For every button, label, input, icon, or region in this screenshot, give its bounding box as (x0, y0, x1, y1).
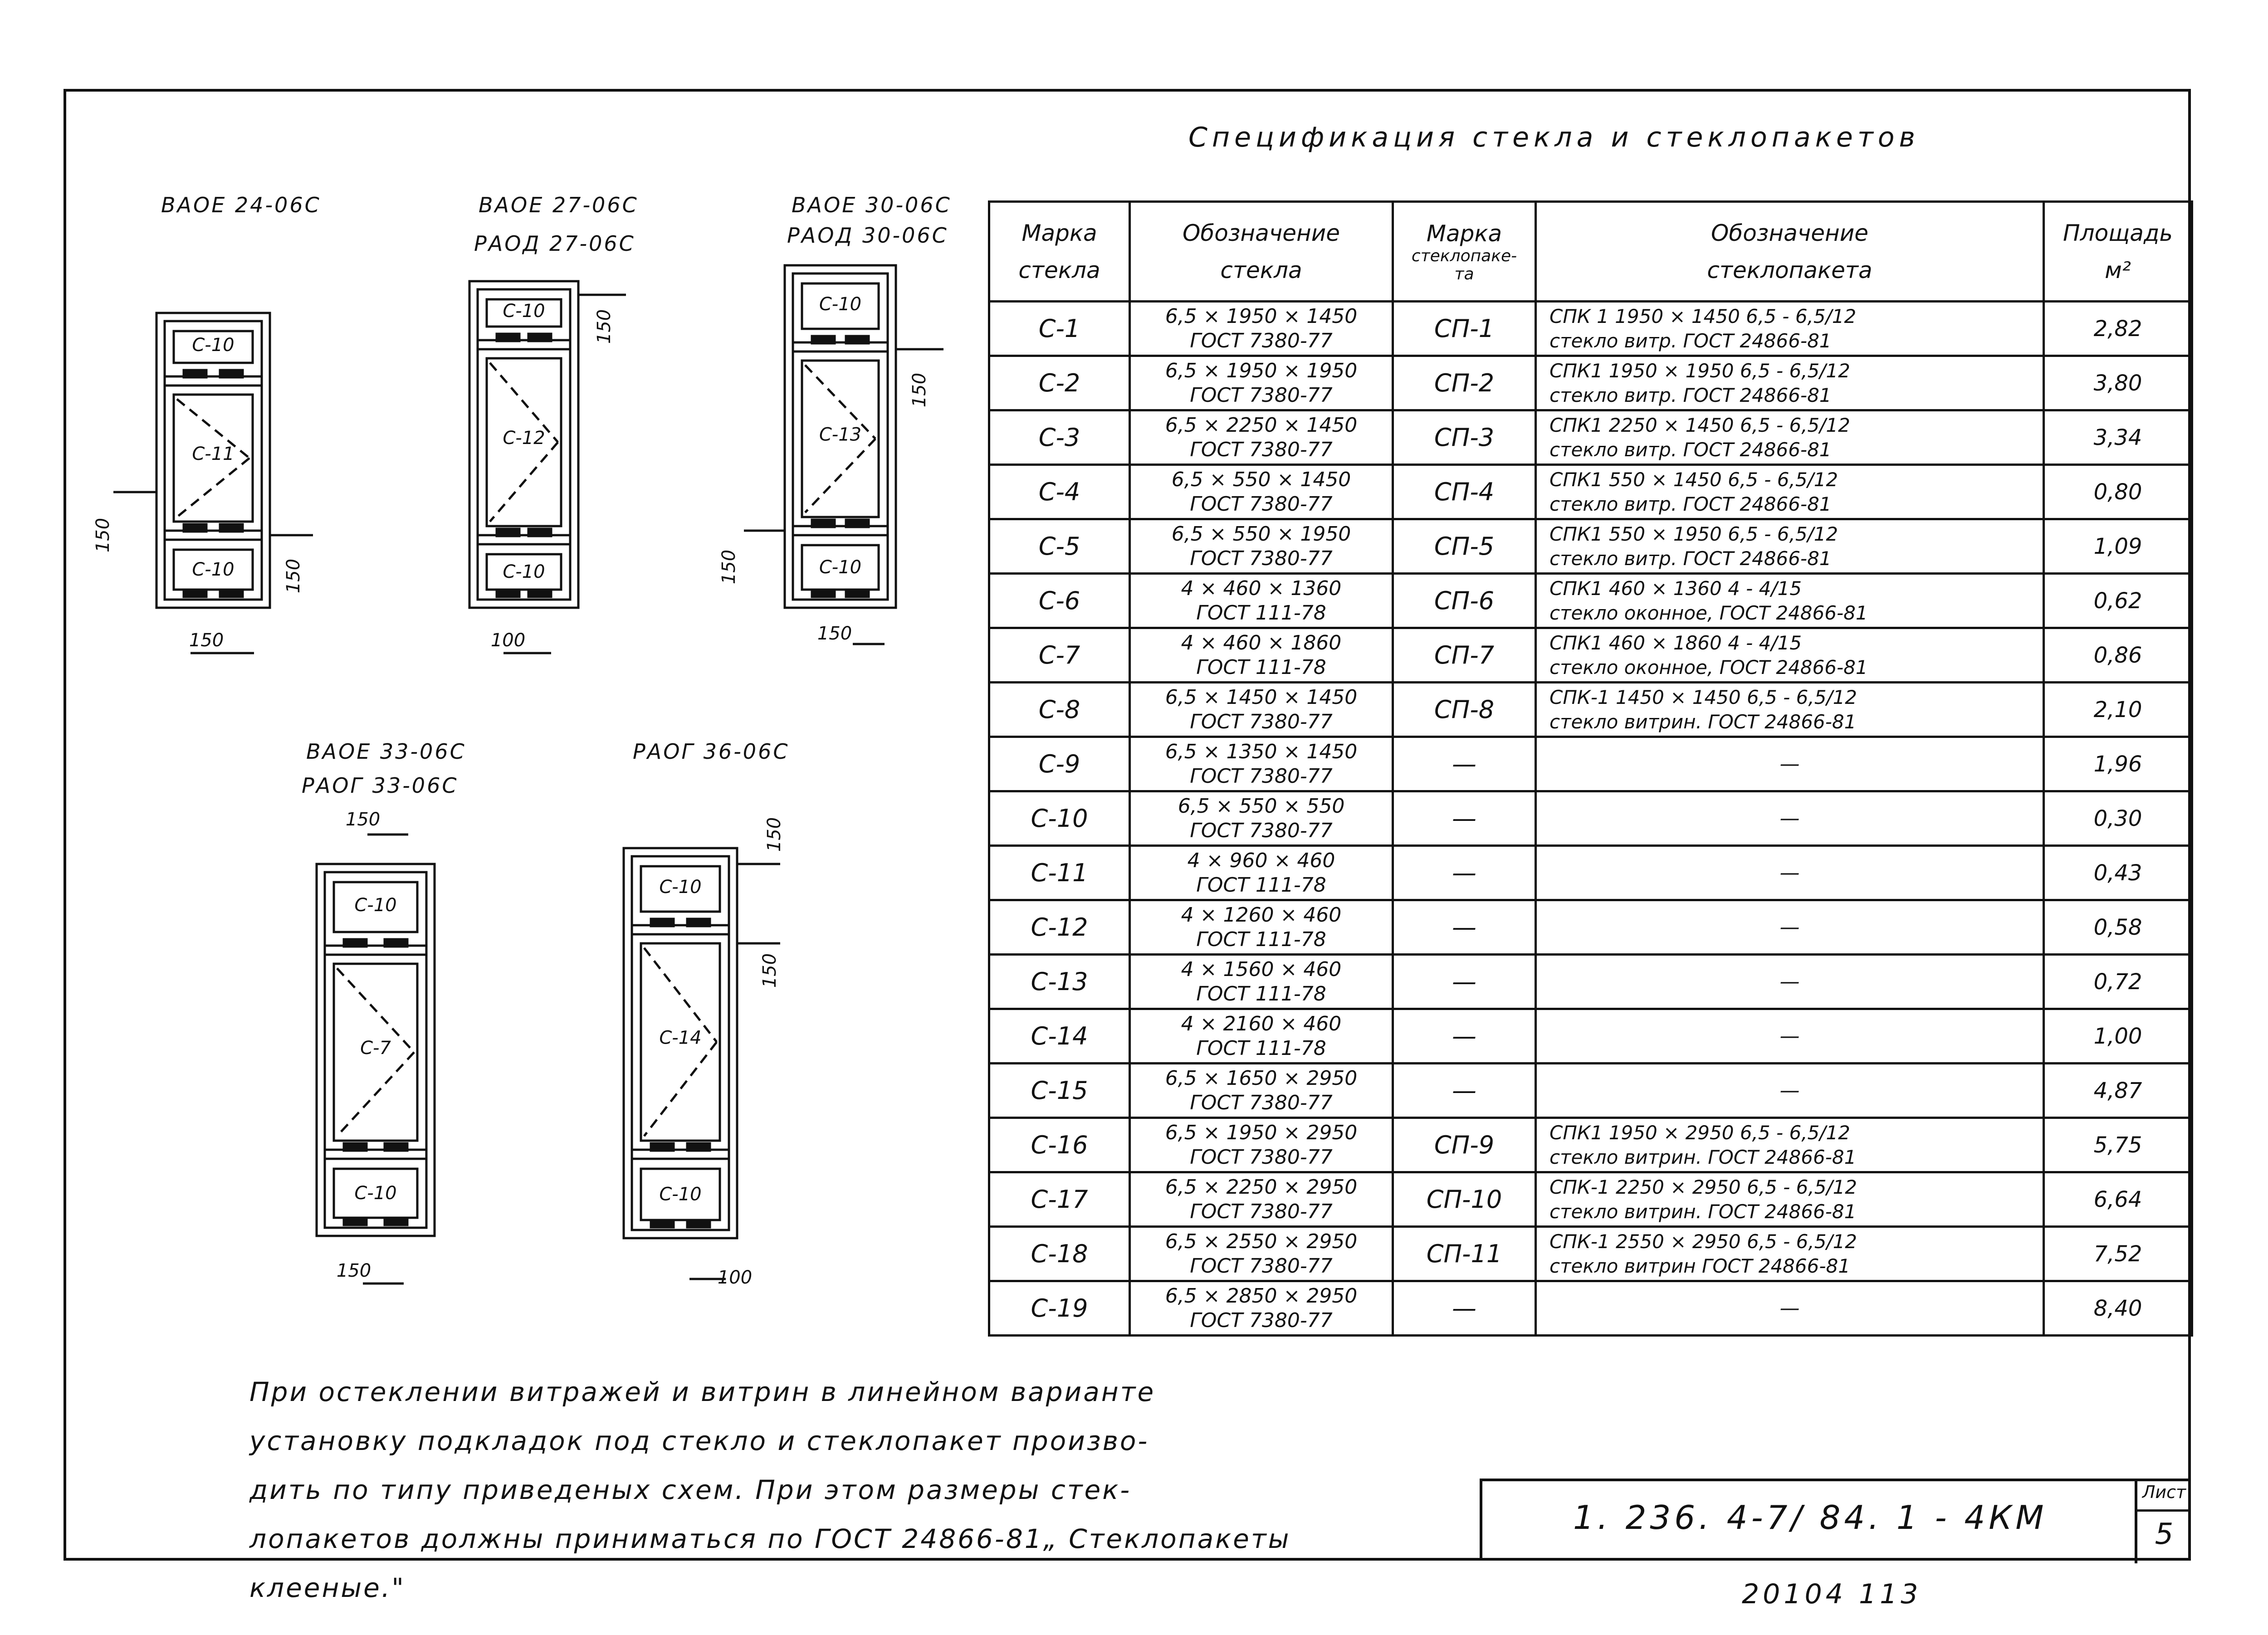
spec-title: Спецификация стекла и стеклопакетов (1188, 122, 1920, 153)
d4-setting-block-2 (344, 1218, 367, 1225)
area-cell: 4,87 (2044, 1064, 2192, 1118)
d1-pane-main-label: С-11 (192, 444, 235, 464)
d4-setting-block-0 (344, 939, 367, 947)
d2-diag-2 (490, 442, 558, 522)
glass-designation-cell: 4 × 960 × 460 ГОСТ 111-78 (1130, 846, 1393, 900)
glass-designation-cell: 6,5 × 2550 × 2950 ГОСТ 7380-77 (1130, 1227, 1393, 1281)
table-row (989, 846, 2192, 900)
d3-setting-block-5 (846, 520, 869, 527)
sheet-cell (2135, 1481, 2191, 1563)
glass-mark-cell: С-14 (989, 1009, 1130, 1064)
glass-designation-cell: 4 × 460 × 1360 ГОСТ 111-78 (1130, 574, 1393, 628)
d3-diag-2 (805, 439, 875, 513)
table-row (989, 1064, 2192, 1118)
package-mark-cell: СП-9 (1393, 1118, 1536, 1172)
glass-designation-cell: 4 × 460 × 1860 ГОСТ 111-78 (1130, 628, 1393, 683)
glass-mark-cell: С-11 (989, 846, 1130, 900)
d2-setting-block-4 (497, 529, 519, 536)
d5-setting-block-3 (687, 1220, 710, 1227)
table-row (989, 683, 2192, 737)
package-designation-cell: — (1536, 737, 2044, 791)
package-mark-cell: — (1393, 737, 1536, 791)
area-cell: 2,10 (2044, 683, 2192, 737)
title-block (1480, 1479, 2191, 1561)
d1-setting-block-4 (184, 524, 206, 532)
area-cell: 0,72 (2044, 955, 2192, 1009)
area-cell: 7,52 (2044, 1227, 2192, 1281)
d5-pane-main-label: С-14 (659, 1027, 702, 1049)
d4-setting-block-3 (385, 1218, 407, 1225)
d3-pane-bottom-label: С-10 (819, 557, 862, 578)
table-row (989, 1227, 2192, 1281)
package-designation-cell: СПК-1 2550 × 2950 6,5 - 6,5/12 стекло витрин ГОСТ 24866-81 (1536, 1227, 2044, 1281)
scheme-3-title: ВАОЕ 30-06С (792, 193, 952, 217)
glass-mark-cell: С-16 (989, 1118, 1130, 1172)
glass-designation-cell: 6,5 × 550 × 550 ГОСТ 7380-77 (1130, 791, 1393, 846)
glass-designation-cell: 6,5 × 1950 × 2950 ГОСТ 7380-77 (1130, 1118, 1393, 1172)
d4-setting-block-4 (344, 1143, 367, 1151)
glass-designation-cell: 6,5 × 1950 × 1950 ГОСТ 7380-77 (1130, 356, 1393, 410)
package-designation-cell: СПК-1 2250 × 2950 6,5 - 6,5/12 стекло витрин. ГОСТ 24866-81 (1536, 1172, 2044, 1227)
table-row (989, 955, 2192, 1009)
table-row (989, 1172, 2192, 1227)
d4-setting-block-1 (385, 939, 407, 947)
package-mark-cell: СП-4 (1393, 465, 1536, 519)
glass-designation-cell: 6,5 × 550 × 1450 ГОСТ 7380-77 (1130, 465, 1393, 519)
package-designation-cell: СПК-1 1450 × 1450 6,5 - 6,5/12 стекло витрин. ГОСТ 24866-81 (1536, 683, 2044, 737)
d3-dim-label-2: 150 (817, 623, 852, 644)
d3-setting-block-4 (812, 520, 835, 527)
scheme-5-title: РАОГ 36-06С (633, 739, 790, 764)
glass-mark-cell: С-17 (989, 1172, 1130, 1227)
d1-setting-block-3 (220, 590, 243, 597)
area-cell: 0,62 (2044, 574, 2192, 628)
package-mark-cell: — (1393, 1009, 1536, 1064)
area-cell: 1,00 (2044, 1009, 2192, 1064)
d1-pane-top-label: С-10 (192, 335, 235, 356)
package-mark-cell: — (1393, 1064, 1536, 1118)
package-designation-cell: СПК 1 1950 × 1450 6,5 - 6,5/12 стекло витр. ГОСТ 24866-81 (1536, 302, 2044, 356)
glass-designation-cell: 4 × 2160 × 460 ГОСТ 111-78 (1130, 1009, 1393, 1064)
package-designation-cell: — (1536, 1009, 2044, 1064)
package-designation-cell: — (1536, 1281, 2044, 1336)
d5-setting-block-2 (651, 1220, 674, 1227)
d5-setting-block-1 (687, 919, 710, 926)
d4-dim-label-1: 150 (336, 1260, 371, 1281)
table-row (989, 410, 2192, 465)
d3-pane-top-label: С-10 (819, 294, 862, 315)
scheme-4-subtitle: РАОГ 33-06С (302, 773, 459, 798)
table-row (989, 1009, 2192, 1064)
d4-pane-main-label: С-7 (360, 1038, 391, 1059)
glass-designation-cell: 6,5 × 1350 × 1450 ГОСТ 7380-77 (1130, 737, 1393, 791)
glass-designation-cell: 6,5 × 2250 × 2950 ГОСТ 7380-77 (1130, 1172, 1393, 1227)
area-cell: 6,64 (2044, 1172, 2192, 1227)
package-designation-cell: СПК1 550 × 1450 6,5 - 6,5/12 стекло витр. ГОСТ 24866-81 (1536, 465, 2044, 519)
header-area: Площадь м² (2044, 202, 2192, 302)
d2-pane-top-label: С-10 (503, 301, 545, 322)
d3-dim-label-0: 150 (909, 372, 930, 408)
package-designation-cell: СПК1 460 × 1860 4 - 4/15 стекло оконное, ГОСТ 24866-81 (1536, 628, 2044, 683)
d2-dim-label-0: 150 (594, 309, 615, 344)
table-row (989, 465, 2192, 519)
table-row (989, 574, 2192, 628)
d5-setting-block-4 (651, 1143, 674, 1151)
area-cell: 0,86 (2044, 628, 2192, 683)
area-cell: 0,80 (2044, 465, 2192, 519)
document-code: 1. 236. 4-7/ 84. 1 - 4КМ (1573, 1498, 2048, 1537)
package-mark-cell: СП-3 (1393, 410, 1536, 465)
d1-diag-2 (177, 458, 249, 517)
d4-pane-top-label: С-10 (354, 895, 397, 916)
glass-mark-cell: С-10 (989, 791, 1130, 846)
glass-mark-cell: С-18 (989, 1227, 1130, 1281)
d3-setting-block-0 (812, 336, 835, 343)
area-cell: 0,58 (2044, 900, 2192, 955)
package-designation-cell: СПК1 1950 × 2950 6,5 - 6,5/12 стекло витрин. ГОСТ 24866-81 (1536, 1118, 2044, 1172)
package-mark-cell: — (1393, 846, 1536, 900)
glass-mark-cell: С-4 (989, 465, 1130, 519)
d5-dim-label-2: 100 (717, 1267, 753, 1288)
table-row (989, 900, 2192, 955)
glass-mark-cell: С-15 (989, 1064, 1130, 1118)
table-row (989, 302, 2192, 356)
scheme-2-subtitle: РАОД 27-06С (474, 231, 635, 256)
d4-pane-bottom-label: С-10 (354, 1183, 397, 1204)
package-mark-cell: СП-6 (1393, 574, 1536, 628)
d2-setting-block-2 (497, 590, 519, 597)
glass-designation-cell: 6,5 × 1650 × 2950 ГОСТ 7380-77 (1130, 1064, 1393, 1118)
area-cell: 1,09 (2044, 519, 2192, 574)
d1-setting-block-2 (184, 590, 206, 597)
glass-mark-cell: С-6 (989, 574, 1130, 628)
glass-mark-cell: С-7 (989, 628, 1130, 683)
table-row (989, 628, 2192, 683)
package-mark-cell: СП-2 (1393, 356, 1536, 410)
d4-diag-2 (337, 1052, 414, 1136)
glazing-note: При остеклении витражей и витрин в линейном варианте установку подкладок под стекло и стеклопакет произво- дить по типу приведеных схем. При этом размеры стек- лопакетов должны приниматься по ГОСТ 24866-81„ Стеклопакеты клееные." (249, 1376, 1291, 1603)
package-mark-cell: — (1393, 900, 1536, 955)
area-cell: 3,34 (2044, 410, 2192, 465)
sheet-label: Лист (2137, 1482, 2191, 1512)
header-mark-package: Марка стеклопаке- та (1393, 202, 1536, 302)
d5-pane-top-label: С-10 (659, 877, 702, 898)
glass-designation-cell: 6,5 × 1450 × 1450 ГОСТ 7380-77 (1130, 683, 1393, 737)
archive-number: 20104 113 (1742, 1578, 1922, 1610)
d2-setting-block-0 (497, 334, 519, 341)
sheet-number: 5 (2155, 1518, 2174, 1551)
package-mark-cell: СП-1 (1393, 302, 1536, 356)
glass-designation-cell: 4 × 1560 × 460 ГОСТ 111-78 (1130, 955, 1393, 1009)
d3-setting-block-1 (846, 336, 869, 343)
d2-dim-label-1: 100 (490, 630, 526, 651)
glass-designation-cell: 6,5 × 1950 × 1450 ГОСТ 7380-77 (1130, 302, 1393, 356)
glass-mark-cell: С-3 (989, 410, 1130, 465)
spec-table (988, 200, 2193, 1337)
d5-setting-block-0 (651, 919, 674, 926)
area-cell: 5,75 (2044, 1118, 2192, 1172)
package-mark-cell: СП-10 (1393, 1172, 1536, 1227)
d2-setting-block-3 (528, 590, 551, 597)
d1-dim-label-1: 150 (283, 558, 304, 594)
area-cell: 8,40 (2044, 1281, 2192, 1336)
header-mark-glass: Марка стекла (989, 202, 1130, 302)
scheme-3-subtitle: РАОД 30-06С (787, 223, 948, 248)
area-cell: 1,96 (2044, 737, 2192, 791)
area-cell: 0,30 (2044, 791, 2192, 846)
glass-mark-cell: С-13 (989, 955, 1130, 1009)
d1-pane-bottom-label: С-10 (192, 559, 235, 580)
d1-setting-block-1 (220, 370, 243, 377)
d1-setting-block-0 (184, 370, 206, 377)
package-designation-cell: — (1536, 955, 2044, 1009)
header-glass-designation: Обозначение стекла (1130, 202, 1393, 302)
d1-dim-label-2: 150 (189, 630, 224, 651)
table-row (989, 519, 2192, 574)
package-mark-cell: СП-5 (1393, 519, 1536, 574)
table-header-row (989, 202, 2192, 302)
area-cell: 2,82 (2044, 302, 2192, 356)
glass-designation-cell: 6,5 × 2250 × 1450 ГОСТ 7380-77 (1130, 410, 1393, 465)
d4-setting-block-5 (385, 1143, 407, 1151)
d4-dim-label-0: 150 (345, 809, 381, 830)
package-mark-cell: СП-7 (1393, 628, 1536, 683)
package-mark-cell: — (1393, 1281, 1536, 1336)
glass-designation-cell: 6,5 × 2850 × 2950 ГОСТ 7380-77 (1130, 1281, 1393, 1336)
glass-mark-cell: С-8 (989, 683, 1130, 737)
d2-pane-bottom-label: С-10 (503, 561, 545, 582)
package-designation-cell: СПК1 1950 × 1950 6,5 - 6,5/12 стекло витр. ГОСТ 24866-81 (1536, 356, 2044, 410)
d5-pane-bottom-label: С-10 (659, 1184, 702, 1205)
package-designation-cell: СПК1 460 × 1360 4 - 4/15 стекло оконное, ГОСТ 24866-81 (1536, 574, 2044, 628)
package-designation-cell: — (1536, 791, 2044, 846)
d3-setting-block-2 (812, 590, 835, 597)
table-row (989, 1118, 2192, 1172)
glass-mark-cell: С-1 (989, 302, 1130, 356)
header-package-designation: Обозначение стеклопакета (1536, 202, 2044, 302)
d1-dim-label-0: 150 (93, 517, 113, 553)
package-designation-cell: СПК1 2250 × 1450 6,5 - 6,5/12 стекло витр. ГОСТ 24866-81 (1536, 410, 2044, 465)
d2-pane-main-label: С-12 (503, 428, 545, 449)
glass-mark-cell: С-12 (989, 900, 1130, 955)
table-row (989, 791, 2192, 846)
scheme-2-title: ВАОЕ 27-06С (479, 193, 639, 217)
glass-mark-cell: С-9 (989, 737, 1130, 791)
d5-dim-label-0: 150 (764, 817, 785, 852)
package-designation-cell: СПК1 550 × 1950 6,5 - 6,5/12 стекло витр. ГОСТ 24866-81 (1536, 519, 2044, 574)
glass-mark-cell: С-5 (989, 519, 1130, 574)
package-designation-cell: — (1536, 846, 2044, 900)
d1-setting-block-5 (220, 524, 243, 532)
d3-setting-block-3 (846, 590, 869, 597)
package-mark-cell: — (1393, 791, 1536, 846)
package-designation-cell: — (1536, 900, 2044, 955)
d5-diag-2 (644, 1042, 717, 1137)
area-cell: 3,80 (2044, 356, 2192, 410)
table-row (989, 1281, 2192, 1336)
package-designation-cell: — (1536, 1064, 2044, 1118)
d2-setting-block-5 (528, 529, 551, 536)
d5-dim-label-1: 150 (759, 953, 780, 988)
d2-setting-block-1 (528, 334, 551, 341)
d5-setting-block-5 (687, 1143, 710, 1151)
scheme-4-title: ВАОЕ 33-06С (306, 739, 466, 764)
scheme-1-title: ВАОЕ 24-06С (161, 193, 321, 217)
glass-mark-cell: С-2 (989, 356, 1130, 410)
package-mark-cell: — (1393, 955, 1536, 1009)
package-mark-cell: СП-8 (1393, 683, 1536, 737)
glass-designation-cell: 6,5 × 550 × 1950 ГОСТ 7380-77 (1130, 519, 1393, 574)
area-cell: 0,43 (2044, 846, 2192, 900)
table-row (989, 737, 2192, 791)
glass-mark-cell: С-19 (989, 1281, 1130, 1336)
package-mark-cell: СП-11 (1393, 1227, 1536, 1281)
d3-dim-label-1: 150 (719, 549, 739, 585)
table-row (989, 356, 2192, 410)
d3-pane-main-label: С-13 (819, 424, 862, 445)
glass-designation-cell: 4 × 1260 × 460 ГОСТ 111-78 (1130, 900, 1393, 955)
